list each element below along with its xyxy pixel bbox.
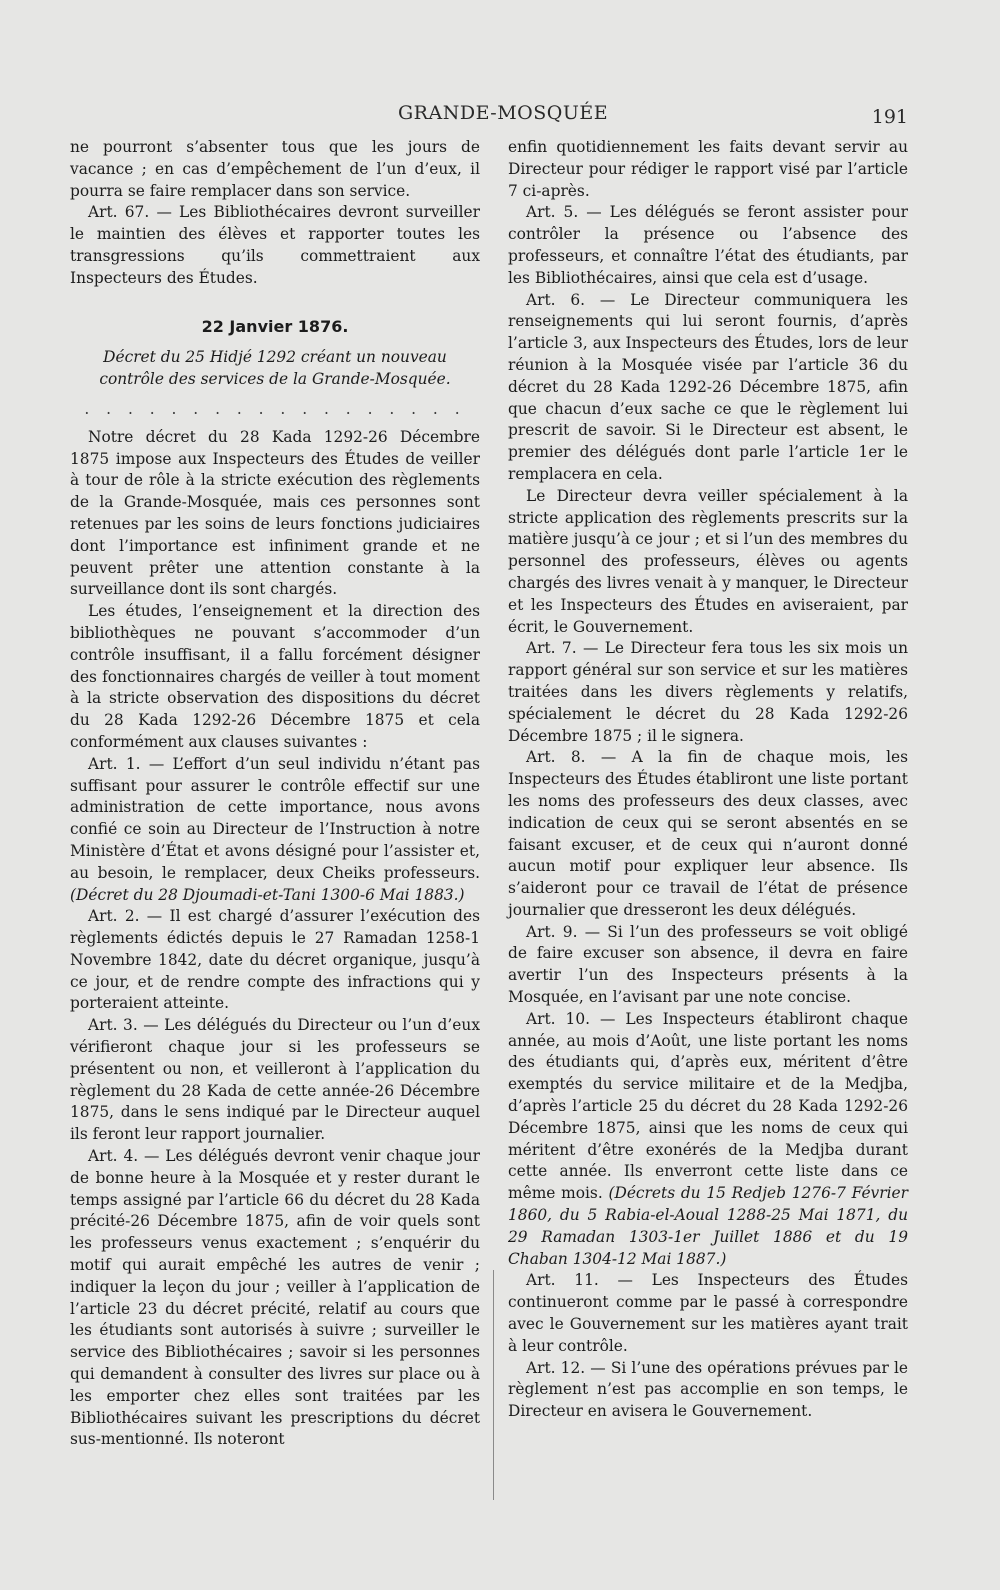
article-1-text: Art. 1. — L’effort d’un seul individu n’étant pas suffisant pour assurer le contrôle effectif sur une administration de cette importance, nous avons confié ce soin au Directeur de l’Instruction à notre Ministère d’État et avons désigné pour l’assister et, au besoin, le remplacer, deux Cheiks professeurs. [70, 754, 480, 882]
paragraph: enfin quotidiennement les faits devant servir au Directeur pour rédiger le rapport visé par l’article 7 ci-après. [508, 138, 908, 200]
article-11: Art. 11. — Les Inspecteurs des Études continueront comme par le passé à correspondre avec le Gouvernement sur les matières ayant trait à leur contrôle. [508, 1271, 908, 1355]
article-1-citation: (Décret du 28 Djoumadi-et-Tani 1300-6 Mai 1883.) [70, 885, 465, 904]
article-67: Art. 67. — Les Bibliothécaires devront surveiller le maintien des élèves et rapporter toutes les transgressions qu’ils commettraient aux Inspecteurs des Études. [70, 203, 480, 287]
article-7: Art. 7. — Le Directeur fera tous les six mois un rapport général sur son service et sur les matières traitées dans les divers règlements y relatifs, spécialement le décret du 28 Kada 1292-26 Décembre 1875 ; il le signera. [508, 639, 908, 745]
article-9: Art. 9. — Si l’un des professeurs se voit obligé de faire excuser son absence, il devra en faire avertir l’un des Inspecteurs présents à la Mosquée, en l’avisant par une note concise. [508, 922, 908, 1007]
ellipsis-separator: . . . . . . . . . . . . . . . . . . [84, 399, 466, 418]
page-header [0, 102, 1000, 132]
article-3: Art. 3. — Les délégués du Directeur ou l’un d’eux vérifieront chaque jour si les professeurs se présentent ou non, et veilleront à l’application du règlement du 28 Kada de cette année-26 Décembre 1875, dans le sens indiqué par le Directeur auquel ils feront leur rapport journalier. [70, 1016, 480, 1144]
article-2: Art. 2. — Il est chargé d’assurer l’exécution des règlements édictés depuis le 27 Ramadan 1258-1 Novembre 1842, date du décret organique, jusqu’à ce jour, et de rendre compte des infractions qui y porteraient atteinte. [70, 907, 480, 1013]
article-6: Art. 6. — Le Directeur communiquera les renseignements qui lui seront fournis, d’après l’article 3, aux Inspecteurs des Études, lors de leur réunion à la Mosquée visée par l’article 36 du décret du 28 Kada 1292-26 Décembre 1875, afin que chacun d’eux sache ce que le règlement lui prescrit de savoir. Si le Directeur est absent, le premier des délégués dont parle l’article 1er le remplacera en cela. [508, 290, 908, 483]
article-1 [70, 754, 480, 907]
article-8: Art. 8. — A la fin de chaque mois, les Inspecteurs des Études établiront une liste portant les noms des professeurs des deux classes, avec indication de ceux qui se seront absentés en se faisant excuser, et de ceux qui n’auront donné aucun motif pour expliquer leur absence. Ils s’aideront pour ce travail de l’état de présence journalier que dresseront les deux délégués. [508, 748, 908, 919]
paragraph: Notre décret du 28 Kada 1292-26 Décembre 1875 impose aux Inspecteurs des Études de veiller à tour de rôle à la stricte exécution des règlements de la Grande-Mosquée, mais ces personnes sont retenues par les soins de leurs fonctions judiciaires dont l’importance est infiniment grande et ne peuvent prêter une attention constante à la surveillance dont ils sont chargés. [70, 427, 480, 599]
article-12: Art. 12. — Si l’une des opérations prévues par le règlement n’est pas accomplie en son temps, le Directeur en avisera le Gouvernement. [508, 1358, 908, 1421]
article-10-citation: (Décrets du 15 Redjeb 1276-7 Février 1860, du 5 Rabia-el-Aoual 1288-25 Mai 1871, du 29 Ramadan 1303-1er Juillet 1886 et du 19 Chaban 1304-12 Mai 1887.) [508, 1184, 908, 1268]
column-divider [493, 1270, 494, 1500]
date-heading: 22 Janvier 1876. [201, 316, 349, 336]
paragraph: Les études, l’enseignement et la direction des bibliothèques ne pouvant s’accommoder d’un contrôle insuffisant, il a fallu forcément désigner des fonctionnaires chargés de veiller à tout moment à la stricte observation des dispositions du décret du 28 Kada 1292-26 Décembre 1875 et cela conformément aux clauses suivantes : [70, 602, 480, 751]
right-column [508, 137, 908, 1423]
running-title: GRANDE-MOSQUÉE [398, 102, 609, 124]
left-column [70, 137, 480, 1451]
paragraph: Le Directeur devra veiller spécialement à la stricte application des règlements prescrits sur la matière jusqu’à ce jour ; et si l’un des membres du personnel des professeurs, élèves ou agents chargés des livres venait à y manquer, le Directeur et les Inspecteurs des Études en aviseraient, par écrit, le Gouvernement. [508, 486, 908, 636]
article-5: Art. 5. — Les délégués se feront assister pour contrôler la présence ou l’absence des professeurs, et connaître l’état des étudiants, par les Bibliothécaires, ainsi que cela est d’usage. [508, 203, 908, 287]
decree-title: Décret du 25 Hidjé 1292 créant un nouveau contrôle des services de la Grande-Mosquée. [99, 348, 451, 389]
article-10 [508, 1009, 908, 1271]
article-10-text: Art. 10. — Les Inspecteurs établiront chaque année, au mois d’Août, une liste portant les noms des étudiants qui, d’après eux, méritent d’être exemptés du service militaire et de la Medjba, d’après l’article 25 du décret du 28 Kada 1292-26 Décembre 1875, ainsi que les noms de ceux qui méritent d’être exonérés de la Medjba durant cette année. Ils enverront cette liste dans ce même mois. [508, 1009, 908, 1203]
page-number: 191 [871, 106, 908, 128]
paragraph: ne pourront s’absenter tous que les jours de vacance ; en cas d’empêchement de l’un d’eux, il pourra se faire remplacer dans son service. [70, 138, 480, 200]
article-4: Art. 4. — Les délégués devront venir chaque jour de bonne heure à la Mosquée et y rester durant le temps assigné par l’article 66 du décret du 28 Kada précité-26 Décembre 1875, afin de voir quels sont les professeurs venus exactement ; s’enquérir du motif qui aurait empêché les autres de venir ; indiquer la leçon du jour ; veiller à l’application de l’article 23 du décret précité, relatif au cours que les étudiants sont autorisés à suivre ; surveiller le service des Bibliothécaires ; savoir si les personnes qui demandent à consulter des livres sur place ou à les emporter chez elles sont traitées par les Bibliothécaires suivant les prescriptions du décret sus-mentionné. Ils noteront [70, 1147, 480, 1449]
